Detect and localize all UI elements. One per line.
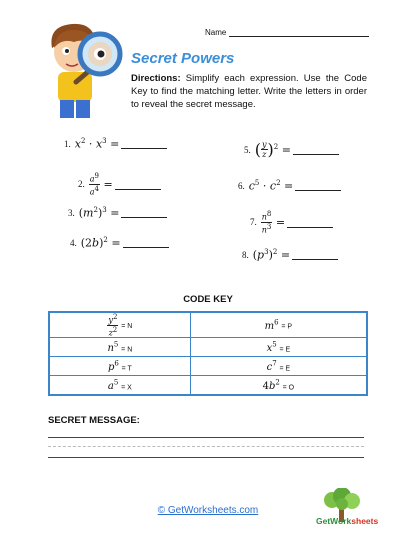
table-row	[49, 357, 367, 376]
table-row	[49, 376, 367, 396]
directions-label: Directions:	[131, 73, 181, 84]
problem-1: 1. $x^2 \cdot x^3$ =	[64, 137, 167, 151]
table-row	[49, 338, 367, 357]
writing-line-mid	[48, 446, 364, 447]
code-cell: $a^5 = X$	[49, 376, 190, 396]
logo-accent: sheets	[351, 516, 379, 526]
answer-blank[interactable]	[295, 180, 341, 191]
code-key-table	[48, 311, 368, 396]
getworksheets-logo	[316, 516, 378, 526]
problem-7: 7. $\frac{n^8}{n^3}$ =	[250, 210, 333, 234]
code-cell: $x^5 = E$	[190, 338, 367, 357]
problem-5: 5. ( $\frac{y}{z}$ ) $^2$ =	[244, 140, 339, 159]
table-row	[49, 312, 367, 338]
kid-magnifier-illustration	[38, 18, 124, 123]
answer-blank[interactable]	[293, 144, 339, 155]
writing-line-top[interactable]	[48, 437, 364, 438]
directions-text	[131, 72, 367, 111]
directions-body: Simplify each expression. Use the Code Key to find the matching letter. Write the letters in order to reveal the secret message.	[131, 73, 367, 110]
answer-blank[interactable]	[121, 207, 167, 218]
code-cell: $4b^2 = O$	[190, 376, 367, 396]
code-cell: $p^6 = T$	[49, 357, 190, 376]
answer-blank[interactable]	[121, 138, 167, 149]
answer-blank[interactable]	[123, 237, 169, 248]
code-cell: $n^5 = N$	[49, 338, 190, 357]
logo-main: GetWork	[316, 516, 352, 526]
name-label: Name	[205, 28, 227, 37]
code-cell: $m^6 = P$	[190, 312, 367, 338]
name-field	[205, 27, 369, 37]
footer-link[interactable]: © GetWorksheets.com	[157, 505, 259, 516]
code-key-title: CODE KEY	[183, 294, 233, 305]
secret-message-label: SECRET MESSAGE:	[48, 415, 140, 426]
answer-blank[interactable]	[287, 217, 333, 228]
answer-blank[interactable]	[292, 249, 338, 260]
name-line[interactable]	[229, 27, 369, 37]
code-cell: $\frac{y^2}{z^2}$ = N	[49, 312, 190, 338]
worksheet-title: Secret Powers	[131, 50, 235, 67]
writing-line-base[interactable]	[48, 457, 364, 458]
code-cell: $c^7 = E$	[190, 357, 367, 376]
answer-blank[interactable]	[115, 179, 161, 190]
problem-4: 4. $(2b)^2$ =	[70, 236, 169, 250]
problem-6: 6. $c^5 \cdot c^2$ =	[238, 179, 341, 193]
problem-8: 8. $(p^3)^2$ =	[242, 248, 338, 262]
problem-2: 2. $\frac{a^9}{a^4}$ =	[78, 172, 161, 196]
problem-3: 3. $(m^2)^3$ =	[68, 206, 167, 220]
